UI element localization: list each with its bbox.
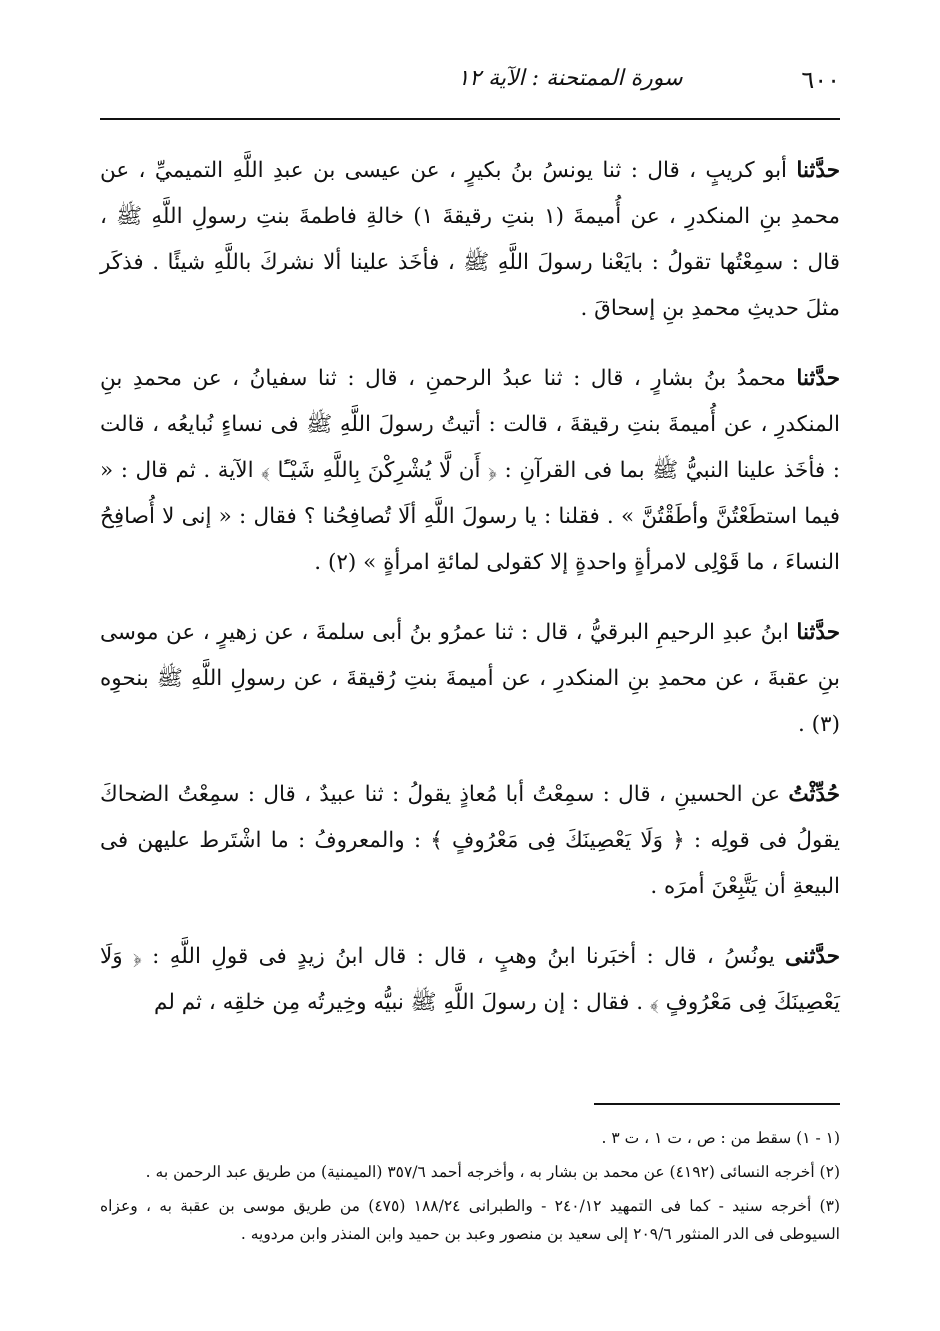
page-number: ٦٠٠	[801, 66, 840, 94]
paragraph-text: عن الحسينِ ، قال : سمِعْتُ أبا مُعاذٍ يقولُ : ثنا عبيدٌ ، قال : سمِعْتُ الضحاكَ يقولُ فى قولِه : ﴿ وَلَا يَعْصِينَكَ فِى مَعْرُوفٍ ﴾ : والمعروفُ : ما اشْتَرط عليهن فى البيعةِ أن يَتَّبِعْنَ أمرَه .	[100, 782, 840, 899]
chain-lead-word: حدَّثنا	[796, 366, 840, 391]
paragraph-4	[100, 772, 840, 910]
footnote-divider	[594, 1103, 840, 1105]
chain-lead-word: حدَّثنا	[796, 158, 840, 183]
paragraph-2	[100, 356, 840, 586]
main-text	[100, 148, 840, 1050]
chain-lead-word: حُدِّثْتُ	[788, 782, 840, 807]
chain-lead-word: حدَّثنا	[796, 620, 840, 645]
paragraph-1	[100, 148, 840, 332]
footnotes	[100, 1124, 840, 1254]
paragraph-text: محمدُ بنُ بشارٍ ، قال : ثنا عبدُ الرحمنِ ، قال : ثنا سفيانُ ، عن محمدِ بنِ المنكدرِ ، عن أُميمةَ بنتِ رقيقةَ ، قالت : أتيتُ رسولَ اللَّهِ ﷺ فى نساءٍ نُبايعُه ، قالت : فأخَذ علينا النبيُّ ﷺ بما فى القرآنِ : ﴿ أَن لَّا يُشْرِكْنَ بِاللَّهِ شَيْـًٔا ﴾ الآية . ثم قال : « فيما استطَعْتُنَّ وأطَقْتُنَّ » . فقلنا : يا رسولَ اللَّهِ ألَا تُصافِحُنا ؟ فقال : « إنى لا أُصافِحُ النساءَ ، ما قَوْلِى لامرأةٍ واحدةٍ إلا كقولى لمائةِ امرأةٍ » (٢) .	[100, 366, 840, 575]
footnote-3: (٣) أخرجه سنيد - كما فى التمهيد ٢٤٠/١٢ - والطبرانى ١٨٨/٢٤ (٤٧٥) من طريق موسى بن عقبة به ، وعزاه السيوطى فى الدر المنثور ٢٠٩/٦ إلى سعيد بن منصور وعبد بن حميد وابن المنذر وابن مردويه .	[100, 1197, 840, 1243]
running-title: سورة الممتحنة : الآية ١٢	[457, 66, 683, 91]
footnote-2: (٢) أخرجه النسائى (٤١٩٢) عن محمد بن بشار به ، وأخرجه أحمد ٣٥٧/٦ (الميمنية) من طريق عبد الرحمن به .	[145, 1163, 840, 1181]
paragraph-3	[100, 610, 840, 748]
header-divider	[100, 118, 840, 120]
paragraph-text: أبو كريبٍ ، قال : ثنا يونسُ بنُ بكيرٍ ، عن عيسى بن عبدِ اللَّهِ التميميِّ ، عن محمدِ بنِ المنكدرِ ، عن أُميمةَ (١ بنتِ رقيقةَ ١) خالةِ فاطمةَ بنتِ رسولِ اللَّهِ ﷺ ، قال : سمِعْتُها تقولُ : بايَعْنا رسولَ اللَّهِ ﷺ ، فأخَذ علينا ألا نشركَ باللَّهِ شيئًا . فذكَر مثلَ حديثِ محمدِ بنِ إسحاقَ .	[100, 158, 840, 321]
page-header	[100, 62, 840, 106]
paragraph-5	[100, 934, 840, 1026]
paragraph-text: ابنُ عبدِ الرحيمِ البرقيُّ ، قال : ثنا عمرُو بنُ أبى سلمةَ ، عن زهيرٍ ، عن موسى بنِ عقبةَ ، عن محمدِ بنِ المنكدرِ ، عن أميمةَ بنتِ رُقيقةَ ، عن رسولِ اللَّهِ ﷺ بنحوِه (٣) .	[100, 620, 840, 737]
paragraph-text: يونُسُ ، قال : أخبَرنا ابنُ وهبٍ ، قال : قال ابنُ زيدٍ فى قولِ اللَّهِ : ﴿ وَلَا يَعْصِينَكَ فِى مَعْرُوفٍ ﴾ . فقال : إن رسولَ اللَّهِ ﷺ نبيُّه وخِيرتُه مِن خلقِه ، ثم لم	[100, 944, 840, 1015]
chain-lead-word: حدَّثنى	[785, 944, 840, 969]
footnote-1: (١ - ١) سقط من : ص ، ت ١ ، ت ٣ .	[601, 1129, 840, 1147]
